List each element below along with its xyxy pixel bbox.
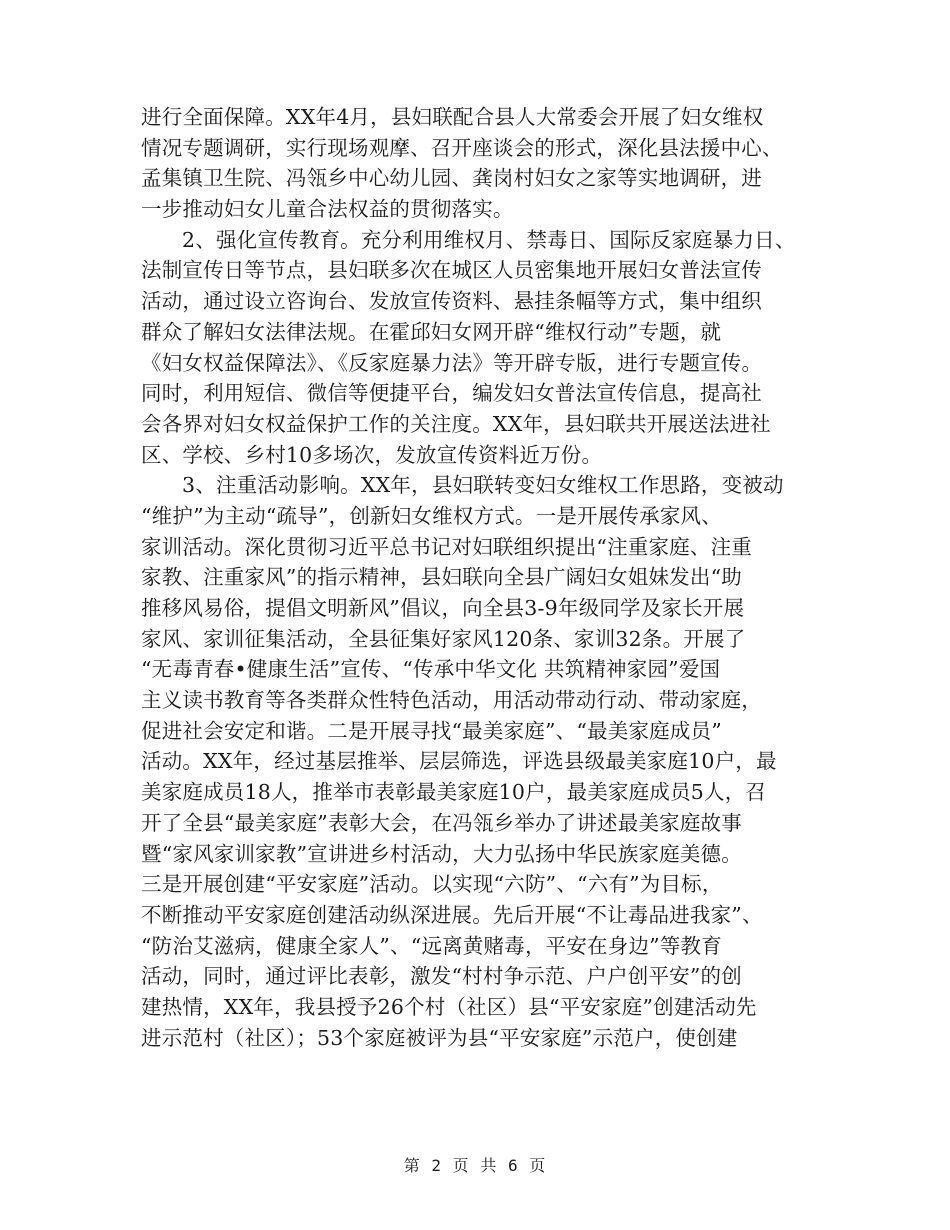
text-line: 三是开展创建“平安家庭”活动。以实现“六防”、“六有”为目标， xyxy=(141,872,723,897)
text-line: 群众了解妇女法律法规。在霍邱妇女网开辟“维权行动”专题，就 xyxy=(141,319,722,344)
text-line: 同时，利用短信、微信等便捷平台，编发妇女普法宣传信息，提高社 xyxy=(141,381,762,406)
text-line: 开了全县“最美家庭”表彰大会，在冯瓴乡举办了讲述最美家庭故事 xyxy=(141,810,742,835)
text-line: 情况专题调研，实行现场观摩、召开座谈会的形式，深化县法援中心、 xyxy=(141,135,783,160)
text-line: “维护”为主动“疏导”，创新妇女维权方式。一是开展传承家风、 xyxy=(141,503,722,528)
text-line: 活动。XX年，经过基层推举、层层筛选，评选县级最美家庭10户，最 xyxy=(141,749,777,774)
text-line: 家教、注重家风”的指示精神，县妇联向全县广阔妇女姐妹发出“助 xyxy=(141,565,742,590)
paragraph-start-line: 3、注重活动影响。XX年，县妇联转变妇女维权工作思路，变被动 xyxy=(182,473,784,498)
text-line: 家训活动。深化贯彻习近平总书记对妇联组织提出“注重家庭、注重 xyxy=(141,534,752,559)
paragraph-start-line: 2、强化宣传教育。充分利用维权月、禁毒日、国际反家庭暴力日、 xyxy=(182,227,796,252)
text-line: 孟集镇卫生院、冯瓴乡中心幼儿园、龚岗村妇女之家等实地调研，进 xyxy=(141,166,762,191)
text-line: “无毒青春•健康生活”宣传、“传承中华文化 共筑精神家园”爱国 xyxy=(141,657,721,682)
text-line: 建热情，XX年，我县授予26个村（社区）县“平安家庭”创建活动先 xyxy=(141,994,757,1019)
text-line: 家风、家训征集活动，全县征集好家风120条、家训32条。开展了 xyxy=(141,626,746,651)
page-number-footer: 第 2 页 共 6 页 xyxy=(403,1156,547,1175)
text-line: 推移风易俗，提倡文明新风”倡议，向全县3-9年级同学及家长开展 xyxy=(141,596,745,620)
text-line: 活动，同时，通过评比表彰，激发“村村争示范、户户创平安”的创 xyxy=(141,964,742,989)
text-line: 主义读书教育等各类群众性特色活动，用活动带动行动、带动家庭， xyxy=(141,688,762,713)
text-line: 进示范村（社区）；53个家庭被评为县“平安家庭”示范户，使创建 xyxy=(141,1025,738,1050)
text-line: 区、学校、乡村10多场次，发放宣传资料近万份。 xyxy=(141,442,603,467)
document-body xyxy=(141,102,831,1053)
text-line: 活动，通过设立咨询台、发放宣传资料、悬挂条幅等方式，集中组织 xyxy=(141,289,762,314)
text-line: 美家庭成员18人，推举市表彰最美家庭10户，最美家庭成员5人，召 xyxy=(141,780,767,805)
text-line: 会各界对妇女权益保护工作的关注度。XX年，县妇联共开展送法进社 xyxy=(141,411,771,436)
text-line: 不断推动平安家庭创建活动纵深进展。先后开展“不让毒品进我家”、 xyxy=(141,902,763,927)
text-line: 暨“家风家训家教”宣讲进乡村活动，大力弘扬中华民族家庭美德。 xyxy=(141,841,742,866)
text-line: 法制宣传日等节点，县妇联多次在城区人员密集地开展妇女普法宣传 xyxy=(141,258,762,283)
text-line: 进行全面保障。XX年4月，县妇联配合县人大常委会开展了妇女维权 xyxy=(141,105,764,129)
text-line: “防治艾滋病，健康全家人”、“远离黄赌毒，平安在身边”等教育 xyxy=(141,933,722,958)
text-line: 促进社会安定和谐。二是开展寻找“最美家庭”、“最美家庭成员” xyxy=(141,718,722,743)
text-line: 《妇女权益保障法》、《反家庭暴力法》等开辟专版，进行专题宣传。 xyxy=(141,350,763,375)
text-line: 一步推动妇女儿童合法权益的贯彻落实。 xyxy=(141,197,514,222)
